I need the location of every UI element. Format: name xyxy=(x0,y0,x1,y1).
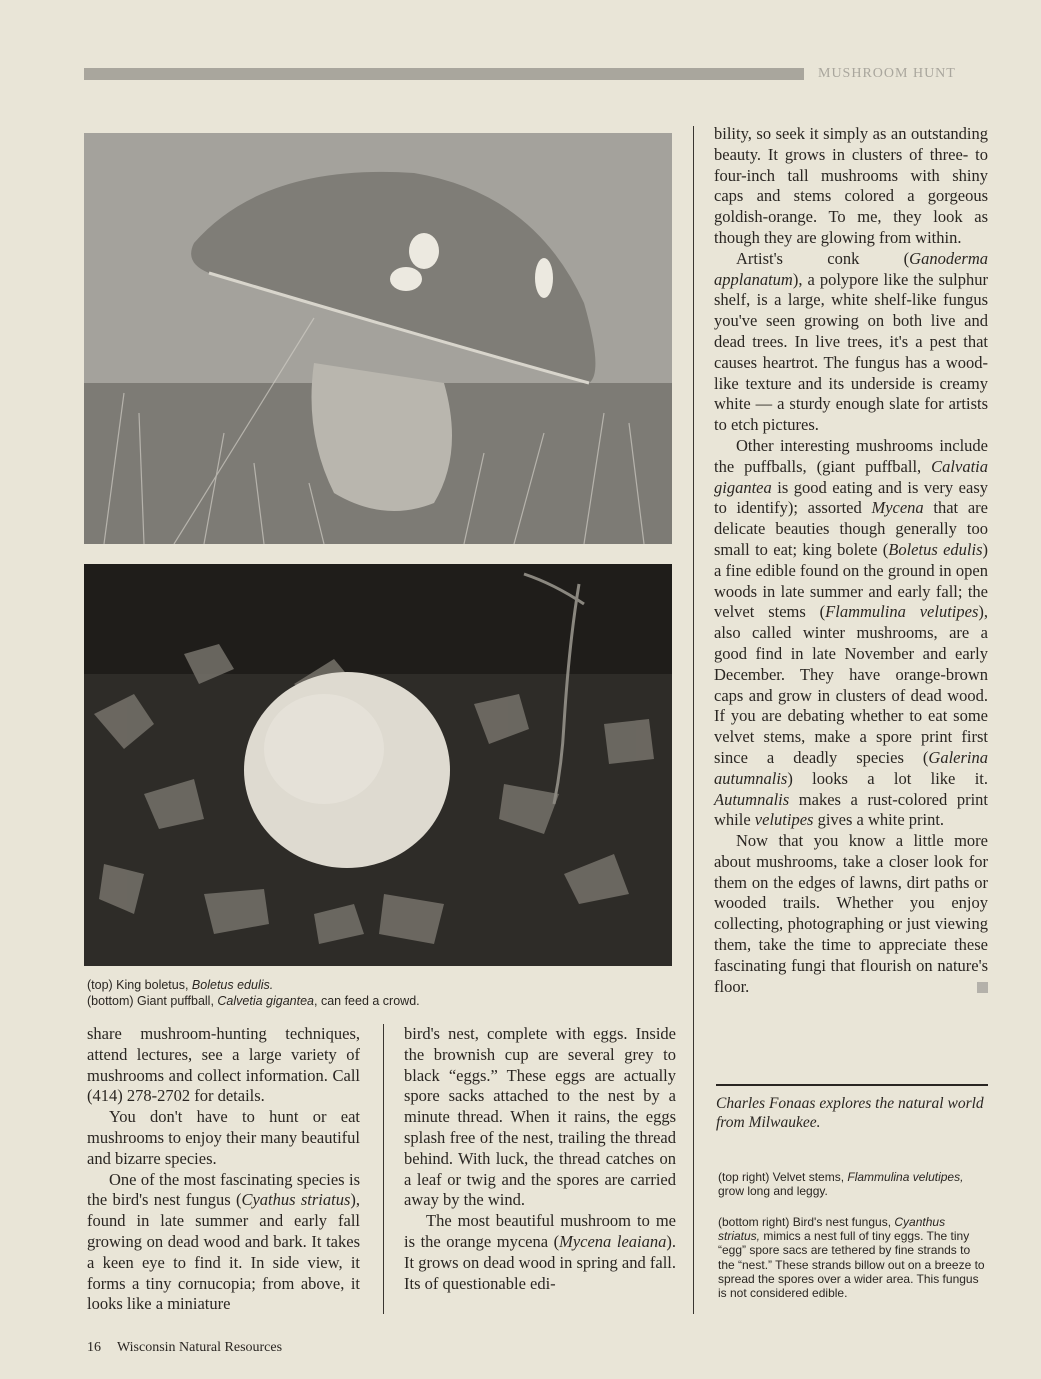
species-name: Boletus edulis xyxy=(888,539,983,559)
caption-text: (top) King boletus, xyxy=(87,978,192,992)
caption-species: Calvetia gigantea xyxy=(217,994,314,1008)
section-title: MUSHROOM HUNT xyxy=(818,66,956,81)
caption-species: Boletus edulis. xyxy=(191,978,274,992)
publication-name: Wisconsin Natural Resources xyxy=(117,1340,283,1355)
species-name: Ganoderma applanatum xyxy=(714,248,988,289)
photo-giant-puffball xyxy=(84,564,672,966)
photo-caption xyxy=(87,977,647,1009)
text-run: ), found in late summer and early fall growing on dead wood and bark. It takes a keen eye to find it. In side view, it forms a tiny cornucopia; from above, it looks like a miniature xyxy=(87,1190,360,1314)
caption-text: (bottom) Giant puffball, xyxy=(87,994,218,1008)
text-run: Other interesting mushrooms include the puffballs, (giant puffball, xyxy=(714,435,988,476)
article-column-2 xyxy=(404,1024,676,1294)
text-run: gives a white print. xyxy=(813,810,945,830)
column-divider xyxy=(693,126,694,1314)
end-mark-icon xyxy=(977,982,988,993)
page-number: 16 xyxy=(87,1340,101,1355)
article-column-3 xyxy=(714,124,988,997)
text-run: One of the most fascinating species is the bird's nest fungus ( xyxy=(87,1169,360,1210)
caption-text: , can feed a crowd. xyxy=(314,994,420,1008)
species-name: Calvatia gigantea xyxy=(714,456,988,497)
caption-text: grow long and leggy. xyxy=(718,1184,828,1199)
article-column-1 xyxy=(87,1024,360,1315)
paragraph xyxy=(404,1211,676,1294)
photo-king-boletus xyxy=(84,133,672,544)
side-caption-birds-nest xyxy=(718,1215,990,1300)
text-run: ). It grows on dead wood in spring and fall. Its of questionable edi- xyxy=(404,1231,676,1293)
author-bio: Charles Fonaas explores the natural world from Milwaukee. xyxy=(716,1095,984,1131)
paragraph xyxy=(714,831,988,997)
species-name: Cyathus striatus xyxy=(241,1190,351,1210)
giant-puffball-illustration xyxy=(84,564,672,966)
text-run: ), a polypore like the sulphur shelf, is a large, white shelf-like fungus you've seen growing on both live and dead trees. In live trees, it's a pest that causes heartrot. The fungus has a wood-like texture and its underside is creamy white — a sturdy enough slate for artists to etch pictures. xyxy=(714,269,988,435)
text-run: ) a fine edible found on the ground in open woods in late summer and early fall; the velvet stems ( xyxy=(714,539,988,622)
species-name: Mycena xyxy=(871,498,924,518)
text-run: makes a rust-colored print while xyxy=(714,789,988,830)
caption-species: Cyanthus striatus, xyxy=(718,1215,946,1244)
paragraph xyxy=(87,1170,360,1316)
caption-text: (top right) Velvet stems, xyxy=(718,1170,848,1184)
text-run: Artist's conk ( xyxy=(736,248,910,268)
paragraph xyxy=(714,249,988,436)
caption-species: Flammulina velutipes, xyxy=(847,1170,964,1184)
paragraph: You don't have to hunt or eat mushrooms to enjoy their many beautiful and bizarre species. xyxy=(87,1107,360,1168)
text-run: ), also called winter mushrooms, are a good find in late November and early December. They have orange-brown caps and grow in clusters of dead wood. If you are debating whether to eat some velvet stems, make a spore print first since a deadly species ( xyxy=(714,602,988,767)
header-rule xyxy=(84,68,804,80)
author-rule xyxy=(716,1084,988,1086)
caption-text: mimics a nest full of tiny eggs. The tiny “egg” spore sacs are tethered by fine strands to the “nest.” These strands billow out on a breeze to spread the spores over a wider area. This fungus is not considered edible. xyxy=(718,1229,985,1301)
side-caption-velvet-stems xyxy=(718,1170,990,1198)
species-name: Autumnalis xyxy=(714,789,790,809)
page-footer xyxy=(87,1340,282,1356)
species-name: velutipes xyxy=(754,810,814,830)
caption-line-top xyxy=(87,977,647,993)
paragraph xyxy=(714,436,988,831)
caption-text: (bottom right) Bird's nest fungus, xyxy=(718,1215,895,1229)
paragraph: bility, so seek it simply as an outstanding beauty. It grows in clusters of three- to four-inch tall mushrooms with shiny caps and stems colored a gorgeous goldish-orange. To me, they look as though they are glowing from within. xyxy=(714,124,988,247)
caption-line-bottom xyxy=(87,993,647,1009)
column-divider xyxy=(383,1024,384,1314)
paragraph: bird's nest, complete with eggs. Inside the brownish cup are several grey to black “eggs.” These eggs are actually spore sacks attached to the nest by a minute thread. When it rains, the eggs splash free of the nest, trailing the thread behind. With luck, the thread catches on a leaf or twig and the spores are carried away by the wind. xyxy=(404,1024,676,1210)
text-run: Now that you know a little more about mushrooms, take a closer look for them on the edges of lawns, dirt paths or wooded trails. Whether you enjoy collecting, photographing or just viewing them, take the time to appreciate these fascinating fungi that flourish on nature's floor. xyxy=(714,831,988,996)
text-run: is good eating and is very easy to identify); assorted xyxy=(714,477,988,518)
species-name: Galerina autumnalis xyxy=(714,747,988,788)
species-name: Mycena leaiana xyxy=(559,1231,667,1251)
text-run: The most beautiful mushroom to me is the orange mycena ( xyxy=(404,1211,676,1251)
text-run: ) looks a lot like it. xyxy=(787,768,988,788)
paragraph: share mushroom-hunting techniques, attend lectures, see a large variety of mushrooms and collect information. Call (414) 278-2702 for details. xyxy=(87,1024,360,1106)
text-run: that are delicate beauties though generally too small to eat; king bolete ( xyxy=(714,498,988,559)
king-boletus-illustration xyxy=(84,133,672,544)
species-name: Flammulina velutipes xyxy=(825,602,979,622)
